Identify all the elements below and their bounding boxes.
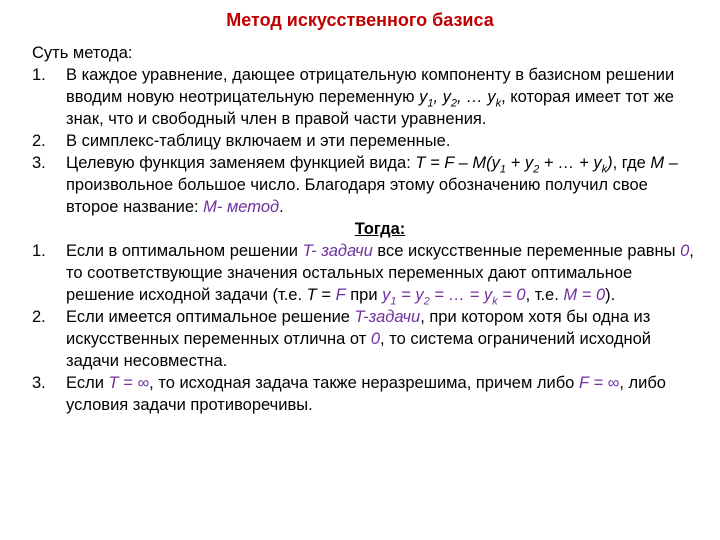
item-number: 1. (32, 66, 46, 84)
list-item: 2. В симплекс-таблицу включаем и эти переменные. (32, 132, 451, 150)
result-conditions-list (32, 240, 694, 416)
method-steps-list (32, 64, 694, 218)
item-number: 3. (32, 154, 46, 172)
list-item: 1. Если в оптимальном решении T- задачи все искусственные переменные равны 0, то соответствующие значения остальных переменных дают оптимальное решение исходной задачи (т.е. T = F при $y_1 = y_2$ = … = $y_k = 0$, т.е. M = 0). (32, 242, 694, 308)
highlight-t-task: T-задачи (354, 308, 421, 326)
slide-body (32, 42, 694, 416)
intro-text: Суть метода: (32, 44, 133, 62)
item-number: 3. (32, 374, 46, 392)
list-item: 3. Целевую функция заменяем функцией вида: $T = F - M(y_1 + y_2$ + … + $y_k$), где M – произвольное большое число. Благодаря этому обозначению получил свое второе название: M- метод. (32, 154, 678, 216)
subheading: Тогда: (354, 220, 406, 238)
list-item: 3. Если T = ∞, то исходная задача также неразрешима, причем либо F = ∞, либо условия задачи противоречивы. (32, 374, 666, 414)
item-number: 2. (32, 132, 46, 150)
list-item: 1. В каждое уравнение, дающее отрицательную компоненту в базисном решении вводим новую неотрицательную переменную $y_1$, $y_2$, … $y_k$, которая имеет тот же знак, что и свободный член в правой части уравнения. (32, 66, 675, 128)
slide-title: Метод искусственного базиса (226, 10, 494, 30)
item-number: 2. (32, 308, 46, 326)
highlight-m-method: M- метод (203, 198, 280, 216)
highlight-t-task: T- задачи (302, 242, 373, 260)
item-number: 1. (32, 242, 46, 260)
list-item: 2. Если имеется оптимальное решение T-задачи, при котором хотя бы одна из искусственных переменных отлична от 0, то система ограничений исходной задачи несовместна. (32, 308, 651, 370)
